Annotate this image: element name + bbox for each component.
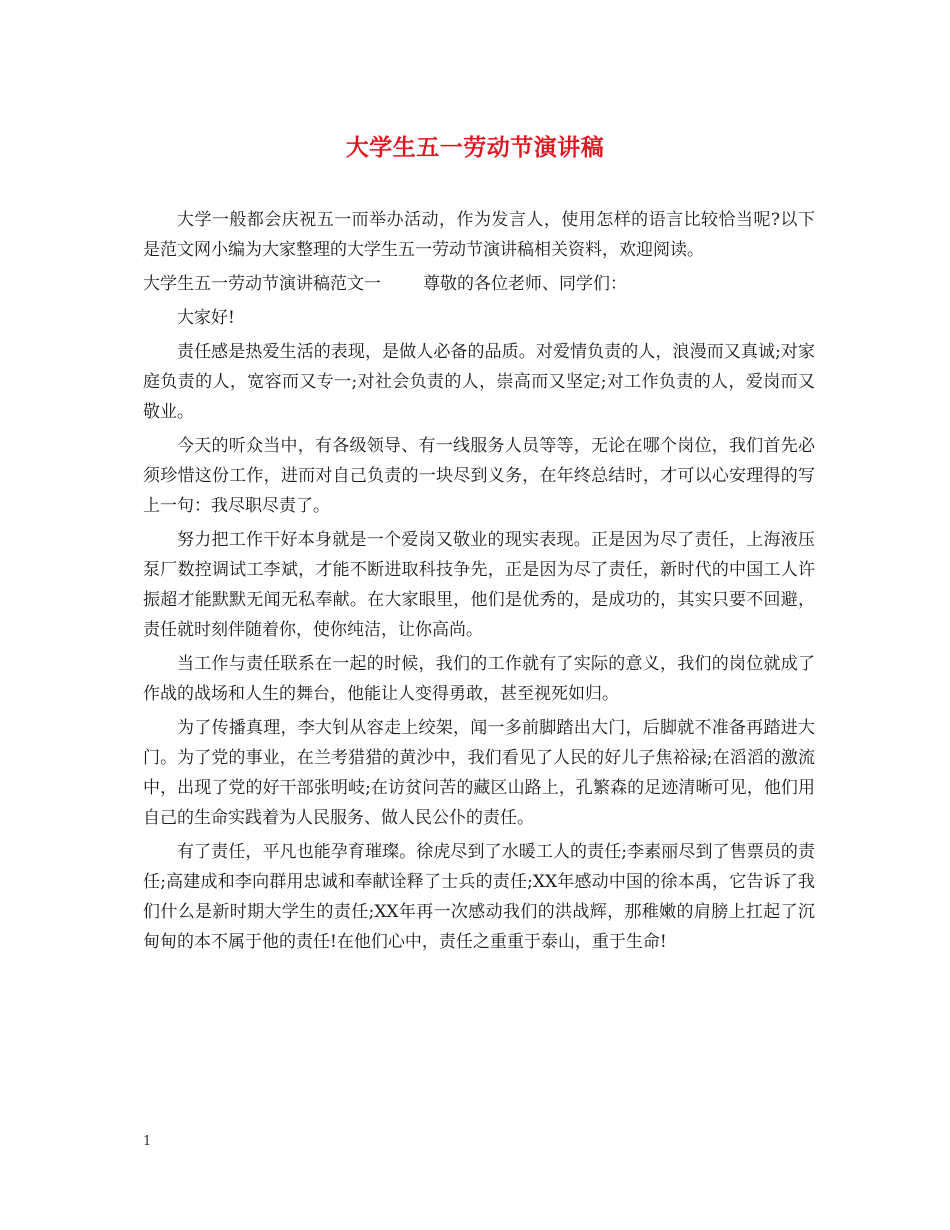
intro-paragraph: 大学一般都会庆祝五一而举办活动，作为发言人，使用怎样的语言比较恰当呢?以下是范文网小编为大家整理的大学生五一劳动节演讲稿相关资料，欢迎阅读。 (143, 210, 815, 260)
body-paragraph: 今天的听众当中，有各级领导、有一线服务人员等等，无论在哪个岗位，我们首先必须珍惜这份工作，进而对自己负责的一块尽到义务，在年终总结时，才可以心安理得的写上一句：我尽职尽责了。 (143, 436, 815, 516)
greeting: 大家好! (177, 308, 235, 328)
body-paragraph: 责任感是热爱生活的表现，是做人必备的品质。对爱情负责的人，浪漫而又真诚;对家庭负责的人，宽容而又专一;对社会负责的人，崇高而又坚定;对工作负责的人，爱岗而又敬业。 (143, 342, 815, 422)
document-title: 大学生五一劳动节演讲稿 (345, 134, 605, 161)
body-paragraph: 为了传播真理，李大钊从容走上绞架，闻一多前脚踏出大门，后脚就不准备再踏进大门。为了党的事业，在兰考猎猎的黄沙中，我们看见了人民的好儿子焦裕禄;在滔滔的激流中，出现了党的好干部张明岐;在访贫问苦的藏区山路上，孔繁森的足迹清晰可见，他们用自己的生命实践着为人民服务、做人民公仆的责任。 (143, 718, 815, 828)
section-label: 大学生五一劳动节演讲稿范文一 (143, 274, 381, 294)
body-paragraph: 有了责任，平凡也能孕育璀璨。徐虎尽到了水暖工人的责任;李素丽尽到了售票员的责任;高建成和李向群用忠诚和奉献诠释了士兵的责任;XX年感动中国的徐本禹，它告诉了我们什么是新时期大学生的责任;XX年再一次感动我们的洪战辉，那稚嫩的肩膀上扛起了沉甸甸的本不属于他的责任!在他们心中，责任之重重于泰山，重于生命! (143, 842, 815, 952)
document-body (143, 205, 815, 961)
section-heading-line (143, 269, 815, 299)
body-paragraph: 当工作与责任联系在一起的时候，我们的工作就有了实际的意义，我们的岗位就成了作战的战场和人生的舞台，他能让人变得勇敢，甚至视死如归。 (143, 654, 815, 704)
page-number: 1 (143, 1134, 152, 1149)
body-paragraph: 努力把工作干好本身就是一个爱岗又敬业的现实表现。正是因为尽了责任，上海液压泵厂数控调试工李斌，才能不断进取科技争先，正是因为尽了责任，新时代的中国工人许振超才能默默无闻无私奉献。在大家眼里，他们是优秀的，是成功的，其实只要不回避，责任就时刻伴随着你，使你纯洁，让你高尚。 (143, 530, 815, 640)
salutation: 尊敬的各位老师、同学们： (423, 274, 627, 294)
